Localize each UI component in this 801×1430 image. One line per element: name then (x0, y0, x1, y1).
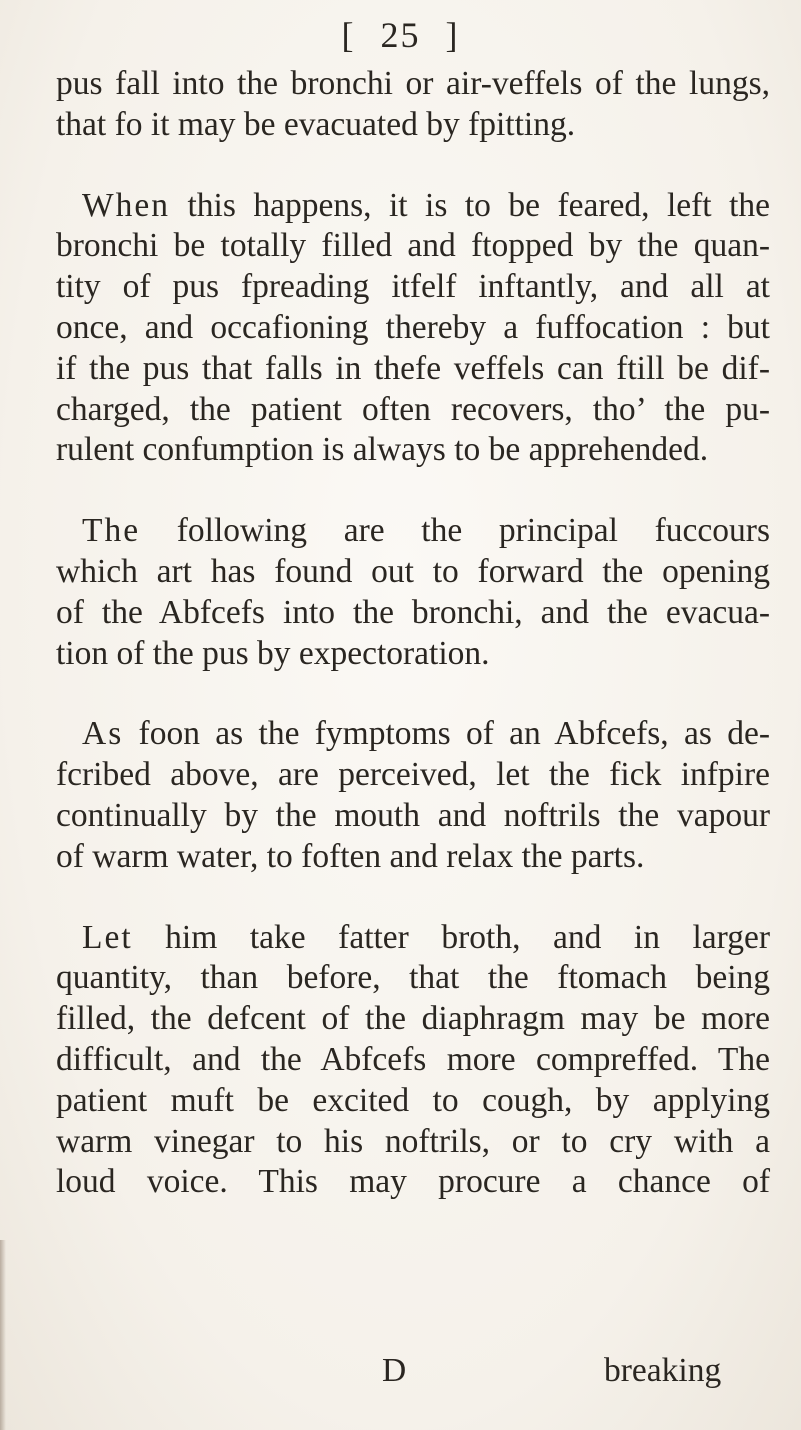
signature-mark: D (382, 1352, 407, 1389)
page-footer (0, 1350, 801, 1392)
text-line: tion of the pus by expectoration. (56, 634, 490, 672)
text-line: of the Abfcefs into the bronchi, and the evacua- (56, 593, 770, 631)
text-line: bronchi be totally filled and ftopped by the quan- (56, 227, 770, 265)
paragraph-2 (56, 186, 770, 472)
small-caps-lead: As (82, 715, 124, 753)
text-line: patient muft be excited to cough, by applying (56, 1081, 770, 1119)
paragraph-5 (56, 918, 770, 1204)
text-line: charged, the patient often recovers, tho’ the pu- (56, 390, 770, 428)
text-line: fcribed above, are perceived, let the fick infpire (56, 756, 770, 794)
small-caps-lead: When (82, 186, 170, 224)
line-rest: foon as the fymptoms of an Abfcefs, as de- (123, 715, 770, 753)
text-line: if the pus that falls in thefe veffels can ftill be dif- (56, 349, 770, 387)
page-number: [ 25 ] (341, 15, 460, 55)
text-line: which art has found out to forward the opening (56, 552, 770, 590)
text-line: tity of pus fpreading itfelf inftantly, and all at (56, 268, 770, 306)
text-line (56, 714, 770, 755)
text-line: that fo it may be evacuated by fpitting. (56, 105, 576, 143)
line-rest: this happens, it is to be feared, left the (170, 186, 770, 224)
line-rest: him take fatter broth, and in larger (132, 918, 770, 956)
text-line: pus fall into the bronchi or air-veffels of the lungs, (56, 65, 770, 102)
paragraph-4 (56, 714, 770, 877)
text-line (56, 918, 770, 959)
text-line: difficult, and the Abfcefs more compreffed. The (56, 1040, 770, 1078)
body-text (56, 64, 770, 1243)
text-line: filled, the defcent of the diaphragm may be more (56, 1000, 770, 1038)
text-line (56, 511, 770, 552)
page-edge-shadow (0, 1240, 6, 1430)
catchword: breaking (604, 1352, 722, 1389)
text-line: warm vinegar to his noftrils, or to cry with a (56, 1122, 770, 1160)
text-line: of warm water, to foften and relax the parts. (56, 837, 645, 875)
text-line (56, 186, 770, 227)
small-caps-lead: Let (82, 918, 133, 956)
text-line: quantity, than before, that the ftomach being (56, 959, 770, 997)
paragraph-1 (56, 64, 770, 146)
text-line: loud voice. This may procure a chance of (56, 1163, 770, 1201)
text-line: continually by the mouth and noftrils the vapour (56, 796, 770, 834)
small-caps-lead: The (82, 512, 141, 550)
line-rest: following are the principal fuccours (140, 512, 770, 550)
text-line: once, and occafioning thereby a fuffocation : but (56, 308, 770, 346)
text-line: rulent confumption is always to be apprehended. (56, 431, 709, 469)
paragraph-3 (56, 511, 770, 674)
